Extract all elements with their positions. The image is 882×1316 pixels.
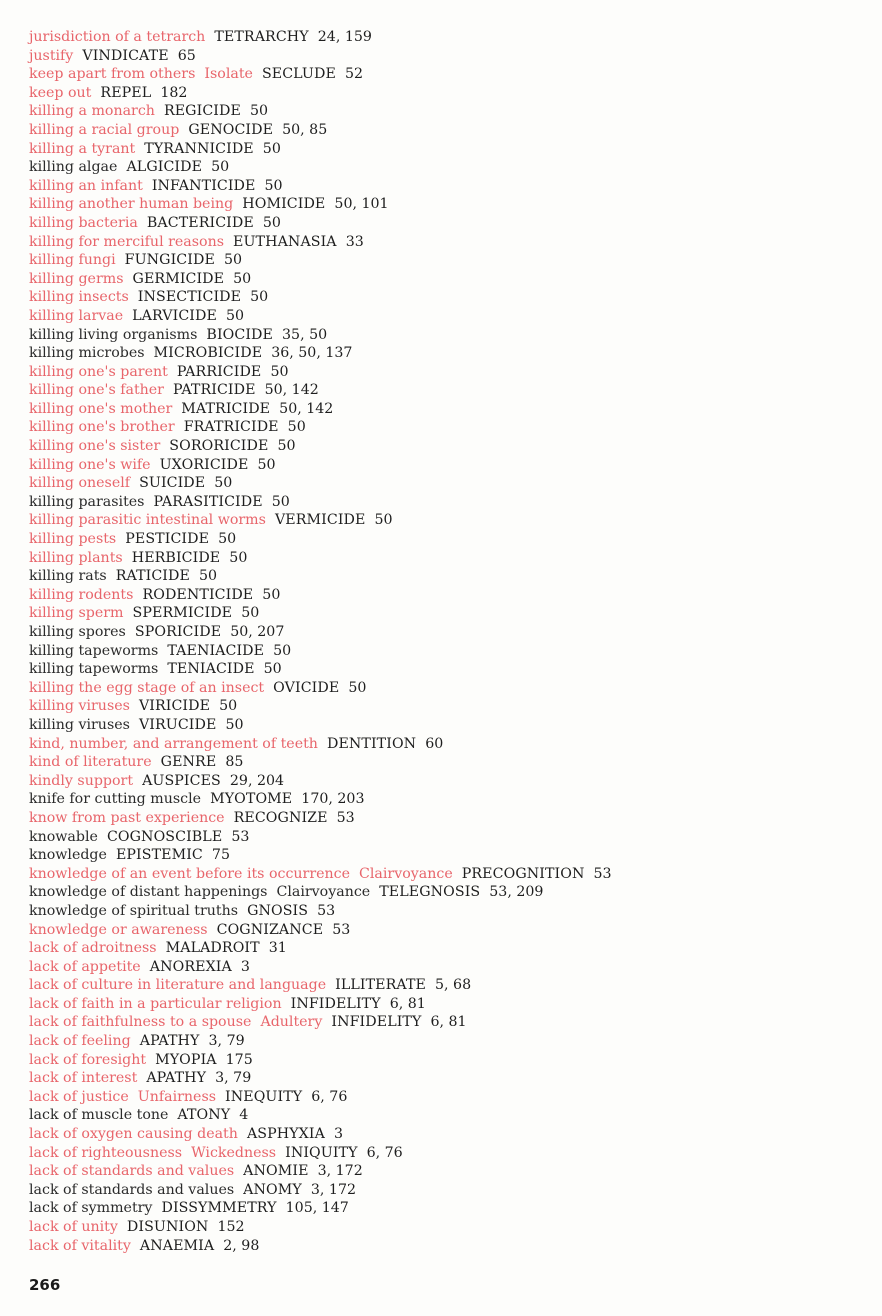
entry-definition: lack of justice bbox=[29, 1088, 129, 1105]
entry-headword: VIRICIDE bbox=[138, 698, 211, 715]
entry-page-refs: 105, 147 bbox=[285, 1200, 349, 1217]
entry-headword: OVICIDE bbox=[273, 679, 340, 696]
entry-headword: HERBICIDE bbox=[131, 549, 221, 566]
index-entry bbox=[29, 344, 869, 363]
index-entry bbox=[29, 121, 869, 140]
entry-page-refs: 36, 50, 137 bbox=[271, 345, 353, 362]
index-entry bbox=[29, 549, 869, 568]
index-entry bbox=[29, 1144, 869, 1163]
entry-page-refs: 50 bbox=[229, 549, 248, 566]
entry-headword: SPORICIDE bbox=[134, 624, 222, 640]
index-entry bbox=[29, 1199, 869, 1218]
entry-definition: jurisdiction of a tetrarch bbox=[29, 29, 206, 45]
entry-headword: RATICIDE bbox=[115, 568, 190, 585]
entry-definition: knowledge of spiritual truths bbox=[29, 902, 239, 919]
entry-definition: lack of culture in literature and language bbox=[29, 977, 327, 994]
entry-page-refs: 53, 209 bbox=[489, 884, 544, 901]
entry-page-refs: 50 bbox=[249, 103, 268, 120]
entry-definition: lack of standards and values bbox=[29, 1163, 235, 1180]
entry-page-refs: 60 bbox=[425, 735, 444, 752]
entry-definition: killing living organisms bbox=[29, 326, 198, 343]
index-entry bbox=[29, 456, 869, 475]
entry-headword: BIOCIDE bbox=[206, 326, 273, 343]
index-entry bbox=[29, 65, 869, 84]
index-entry bbox=[29, 251, 869, 270]
index-entry bbox=[29, 233, 869, 252]
index-entry bbox=[29, 195, 869, 214]
entry-page-refs: 6, 81 bbox=[389, 995, 426, 1012]
entry-definition: killing bacteria bbox=[29, 214, 138, 231]
entry-synonym-tag: Adultery bbox=[260, 1014, 323, 1031]
entry-headword: BACTERICIDE bbox=[146, 214, 254, 231]
index-entry bbox=[29, 1013, 869, 1032]
entry-definition: killing plants bbox=[29, 549, 123, 566]
index-entry bbox=[29, 1125, 869, 1144]
entry-definition: lack of righteousness bbox=[29, 1144, 183, 1161]
index-entry bbox=[29, 586, 869, 605]
entry-headword: ASPHYXIA bbox=[246, 1126, 325, 1143]
entry-headword: EUTHANASIA bbox=[233, 233, 337, 250]
entry-page-refs: 33 bbox=[345, 233, 364, 250]
index-entry bbox=[29, 679, 869, 698]
entry-definition: lack of unity bbox=[29, 1219, 118, 1235]
entry-headword: PATRICIDE bbox=[173, 382, 256, 399]
entry-definition: killing algae bbox=[29, 159, 118, 176]
entry-headword: GENRE bbox=[160, 754, 217, 771]
entry-page-refs: 170, 203 bbox=[301, 791, 365, 808]
entry-definition: justify bbox=[29, 47, 74, 64]
index-entry bbox=[29, 474, 869, 493]
index-entry bbox=[29, 1051, 869, 1070]
entry-definition: knowledge of distant happenings bbox=[29, 884, 268, 901]
entry-page-refs: 6, 76 bbox=[311, 1088, 348, 1105]
entry-headword: DENTITION bbox=[326, 735, 417, 752]
entry-definition: killing germs bbox=[29, 270, 124, 287]
entry-headword: FUNGICIDE bbox=[124, 252, 215, 269]
index-entry bbox=[29, 1032, 869, 1051]
entry-page-refs: 3 bbox=[333, 1126, 343, 1143]
index-entry bbox=[29, 511, 869, 530]
entry-headword: RECOGNIZE bbox=[233, 809, 328, 826]
entry-page-refs: 65 bbox=[177, 47, 196, 64]
entry-page-refs: 50 bbox=[374, 512, 393, 529]
entry-page-refs: 3 bbox=[240, 958, 250, 975]
entry-page-refs: 85 bbox=[225, 754, 244, 771]
entry-headword: MYOTOME bbox=[210, 791, 293, 808]
entry-headword: LARVICIDE bbox=[132, 307, 217, 324]
index-entry bbox=[29, 995, 869, 1014]
entry-definition: keep apart from others bbox=[29, 66, 196, 83]
entry-headword: COGNOSCIBLE bbox=[106, 828, 223, 845]
entry-synonym-tag: Wickedness bbox=[191, 1144, 277, 1161]
entry-definition: kindly support bbox=[29, 772, 134, 789]
entry-synonym-tag: Clairvoyance bbox=[276, 884, 371, 901]
entry-definition: killing one's parent bbox=[29, 363, 168, 380]
entry-headword: REPEL bbox=[100, 84, 152, 101]
index-entry bbox=[29, 660, 869, 679]
entry-definition: killing one's sister bbox=[29, 438, 161, 455]
entry-page-refs: 50 bbox=[262, 140, 281, 157]
entry-page-refs: 31 bbox=[268, 940, 287, 957]
entry-page-refs: 35, 50 bbox=[282, 326, 328, 343]
entry-page-refs: 50 bbox=[214, 475, 233, 492]
entry-definition: killing one's wife bbox=[29, 456, 151, 473]
index-entry bbox=[29, 307, 869, 326]
index-entry bbox=[29, 828, 869, 847]
entry-page-refs: 29, 204 bbox=[229, 772, 285, 789]
entry-headword: ATONY bbox=[177, 1107, 231, 1124]
entry-synonym-tag: Isolate bbox=[204, 66, 253, 83]
entry-definition: killing for merciful reasons bbox=[29, 233, 224, 250]
index-entry bbox=[29, 883, 869, 902]
entry-page-refs: 50 bbox=[262, 214, 281, 231]
entry-headword: GERMICIDE bbox=[132, 270, 225, 287]
index-entry bbox=[29, 28, 869, 47]
entry-headword: COGNIZANCE bbox=[216, 921, 324, 938]
entry-definition: knowledge or awareness bbox=[29, 921, 208, 938]
entry-headword: TETRARCHY bbox=[214, 29, 309, 45]
entry-headword: MATRICIDE bbox=[181, 400, 271, 417]
entry-page-refs: 3, 172 bbox=[317, 1163, 363, 1180]
entry-headword: PARRICIDE bbox=[176, 363, 262, 380]
index-entry bbox=[29, 381, 869, 400]
index-entry bbox=[29, 47, 869, 66]
index-entry bbox=[29, 604, 869, 623]
entry-definition: kind of literature bbox=[29, 754, 152, 771]
index-entry bbox=[29, 1181, 869, 1200]
entry-definition: killing oneself bbox=[29, 475, 131, 492]
entry-headword: INEQUITY bbox=[225, 1088, 303, 1105]
entry-headword: ALGICIDE bbox=[126, 159, 203, 176]
entry-headword: EPISTEMIC bbox=[115, 847, 203, 864]
index-entry bbox=[29, 140, 869, 159]
entry-headword: MALADROIT bbox=[165, 940, 260, 957]
index-entry bbox=[29, 102, 869, 121]
entry-definition: knowable bbox=[29, 828, 98, 845]
index-entry bbox=[29, 939, 869, 958]
index-entry bbox=[29, 214, 869, 233]
entry-page-refs: 50, 142 bbox=[264, 382, 319, 399]
entry-headword: VINDICATE bbox=[82, 47, 169, 64]
entry-headword: REGICIDE bbox=[163, 103, 241, 120]
entry-definition: knowledge of an event before its occurrence bbox=[29, 865, 350, 882]
entry-headword: ANOREXIA bbox=[149, 958, 232, 975]
entry-headword: SORORICIDE bbox=[169, 438, 269, 455]
index-entry bbox=[29, 865, 869, 884]
entry-definition: killing microbes bbox=[29, 345, 145, 362]
entry-headword: GENOCIDE bbox=[188, 121, 274, 138]
index-entry bbox=[29, 400, 869, 419]
entry-definition: killing sperm bbox=[29, 605, 124, 622]
entry-headword: HOMICIDE bbox=[242, 196, 326, 213]
entry-definition: killing viruses bbox=[29, 716, 130, 733]
entry-definition: killing another human being bbox=[29, 196, 234, 213]
entry-headword: VERMICIDE bbox=[274, 512, 366, 529]
entry-page-refs: 50, 207 bbox=[230, 624, 285, 640]
entry-headword: APATHY bbox=[146, 1070, 207, 1087]
index-entry bbox=[29, 1237, 869, 1256]
entry-synonym-tag: Unfairness bbox=[137, 1088, 216, 1105]
entry-definition: lack of symmetry bbox=[29, 1200, 153, 1217]
entry-page-refs: 50 bbox=[225, 307, 245, 324]
entry-definition: killing larvae bbox=[29, 307, 124, 324]
entry-definition: killing parasitic intestinal worms bbox=[29, 512, 266, 529]
entry-page-refs: 50 bbox=[264, 177, 283, 194]
entry-definition: lack of vitality bbox=[29, 1237, 131, 1254]
entry-definition: killing viruses bbox=[29, 698, 130, 715]
entry-headword: INFIDELITY bbox=[290, 995, 381, 1012]
entry-page-refs: 6, 81 bbox=[430, 1014, 467, 1031]
index-entry bbox=[29, 567, 869, 586]
entry-page-refs: 50 bbox=[225, 716, 244, 733]
entry-definition: killing parasites bbox=[29, 493, 145, 510]
entry-definition: lack of foresight bbox=[29, 1051, 147, 1068]
entry-page-refs: 53 bbox=[317, 902, 336, 919]
index-entry bbox=[29, 493, 869, 512]
entry-page-refs: 50 bbox=[198, 568, 218, 585]
entry-page-refs: 50 bbox=[241, 605, 260, 622]
entry-definition: killing rodents bbox=[29, 586, 134, 603]
entry-definition: killing rats bbox=[29, 568, 107, 585]
index-entry bbox=[29, 418, 869, 437]
index-entry bbox=[29, 84, 869, 103]
index-entry bbox=[29, 288, 869, 307]
index-entry bbox=[29, 697, 869, 716]
index-entry bbox=[29, 735, 869, 754]
entry-definition: lack of muscle tone bbox=[29, 1107, 169, 1124]
index-entry bbox=[29, 158, 869, 177]
entry-definition: lack of adroitness bbox=[29, 940, 157, 957]
entry-definition: killing insects bbox=[29, 289, 129, 306]
index-entry bbox=[29, 716, 869, 735]
entry-definition: killing fungi bbox=[29, 252, 116, 269]
entry-page-refs: 152 bbox=[217, 1219, 245, 1235]
entry-definition: lack of appetite bbox=[29, 958, 141, 975]
index-entry bbox=[29, 790, 869, 809]
entry-page-refs: 2, 98 bbox=[223, 1237, 260, 1254]
entry-definition: keep out bbox=[29, 84, 92, 101]
index-entry bbox=[29, 530, 869, 549]
page-number: 266 bbox=[29, 1276, 61, 1294]
entry-definition: killing one's mother bbox=[29, 400, 173, 417]
entry-definition: killing an infant bbox=[29, 177, 143, 194]
entry-definition: lack of faith in a particular religion bbox=[29, 995, 282, 1012]
entry-page-refs: 5, 68 bbox=[435, 977, 472, 994]
entry-headword: ANAEMIA bbox=[139, 1237, 215, 1254]
entry-page-refs: 50 bbox=[223, 252, 242, 269]
entry-definition: killing tapeworms bbox=[29, 642, 159, 659]
entry-headword: TYRANNICIDE bbox=[144, 140, 254, 157]
entry-headword: ANOMY bbox=[243, 1181, 302, 1198]
index-entry bbox=[29, 1162, 869, 1181]
index-entry bbox=[29, 623, 869, 642]
entry-definition: know from past experience bbox=[29, 809, 225, 826]
entry-page-refs: 52 bbox=[344, 66, 364, 83]
index-entry bbox=[29, 1069, 869, 1088]
entry-definition: lack of oxygen causing death bbox=[29, 1126, 238, 1143]
index-entry bbox=[29, 809, 869, 828]
index-entry-list bbox=[29, 28, 869, 1255]
index-entry bbox=[29, 270, 869, 289]
entry-headword: TELEGNOSIS bbox=[379, 884, 481, 901]
index-entry bbox=[29, 921, 869, 940]
entry-definition: killing tapeworms bbox=[29, 661, 159, 678]
entry-page-refs: 50 bbox=[287, 419, 306, 436]
index-entry bbox=[29, 177, 869, 196]
entry-definition: killing a monarch bbox=[29, 103, 155, 120]
entry-page-refs: 50 bbox=[257, 456, 276, 473]
entry-headword: ILLITERATE bbox=[335, 977, 426, 994]
entry-headword: MYOPIA bbox=[155, 1051, 217, 1068]
index-entry bbox=[29, 902, 869, 921]
entry-definition: knowledge bbox=[29, 847, 107, 864]
entry-page-refs: 75 bbox=[211, 847, 230, 864]
entry-page-refs: 50 bbox=[273, 642, 292, 659]
index-entry bbox=[29, 326, 869, 345]
entry-page-refs: 3, 79 bbox=[208, 1033, 245, 1050]
entry-page-refs: 50 bbox=[211, 159, 230, 176]
entry-page-refs: 50 bbox=[277, 438, 296, 455]
entry-definition: killing the egg stage of an insect bbox=[29, 679, 265, 696]
entry-page-refs: 6, 76 bbox=[366, 1144, 403, 1161]
index-entry bbox=[29, 1088, 869, 1107]
entry-page-refs: 50, 142 bbox=[279, 400, 334, 417]
entry-page-refs: 24, 159 bbox=[317, 29, 372, 45]
entry-headword: GNOSIS bbox=[247, 902, 309, 919]
entry-headword: SPERMICIDE bbox=[132, 605, 233, 622]
entry-definition: lack of faithfulness to a spouse bbox=[29, 1014, 252, 1031]
entry-headword: DISSYMMETRY bbox=[161, 1200, 277, 1217]
entry-page-refs: 182 bbox=[160, 84, 188, 101]
entry-headword: INIQUITY bbox=[285, 1144, 358, 1161]
entry-page-refs: 50, 101 bbox=[334, 196, 389, 213]
entry-page-refs: 53 bbox=[231, 828, 250, 845]
entry-page-refs: 4 bbox=[239, 1107, 249, 1124]
index-entry bbox=[29, 437, 869, 456]
entry-definition: killing one's brother bbox=[29, 419, 175, 436]
entry-headword: PARASITICIDE bbox=[153, 493, 263, 510]
entry-definition: killing one's father bbox=[29, 382, 164, 399]
entry-headword: TAENIACIDE bbox=[167, 642, 265, 659]
entry-page-refs: 50 bbox=[262, 586, 281, 603]
entry-headword: UXORICIDE bbox=[159, 456, 249, 473]
entry-headword: ANOMIE bbox=[243, 1163, 309, 1180]
entry-page-refs: 50 bbox=[270, 363, 289, 380]
entry-headword: FRATRICIDE bbox=[183, 419, 279, 436]
entry-headword: PESTICIDE bbox=[125, 531, 210, 548]
index-entry bbox=[29, 958, 869, 977]
entry-page-refs: 175 bbox=[225, 1051, 253, 1068]
entry-headword: APATHY bbox=[139, 1033, 200, 1050]
entry-headword: AUSPICES bbox=[142, 772, 221, 789]
entry-headword: INFANTICIDE bbox=[151, 177, 256, 194]
entry-page-refs: 50 bbox=[250, 289, 269, 306]
entry-page-refs: 50 bbox=[218, 531, 237, 548]
entry-definition: kind, number, and arrangement of teeth bbox=[29, 735, 318, 752]
entry-definition: lack of standards and values bbox=[29, 1181, 235, 1198]
entry-page-refs: 3, 172 bbox=[310, 1181, 357, 1198]
entry-page-refs: 50 bbox=[233, 270, 252, 287]
entry-definition: killing a tyrant bbox=[29, 140, 136, 157]
index-entry bbox=[29, 1218, 869, 1237]
index-entry bbox=[29, 772, 869, 791]
entry-headword: DISUNION bbox=[126, 1219, 209, 1235]
entry-page-refs: 50 bbox=[219, 698, 238, 715]
entry-headword: MICROBICIDE bbox=[153, 345, 263, 362]
index-entry bbox=[29, 642, 869, 661]
entry-definition: killing a racial group bbox=[29, 121, 180, 138]
entry-headword: RODENTICIDE bbox=[142, 586, 254, 603]
index-entry bbox=[29, 976, 869, 995]
index-entry bbox=[29, 846, 869, 865]
entry-headword: PRECOGNITION bbox=[461, 865, 585, 882]
entry-definition: lack of interest bbox=[29, 1070, 138, 1087]
entry-definition: killing pests bbox=[29, 531, 117, 548]
entry-headword: SUICIDE bbox=[139, 475, 206, 492]
index-entry bbox=[29, 753, 869, 772]
entry-page-refs: 50 bbox=[348, 679, 367, 696]
entry-definition: knife for cutting muscle bbox=[29, 791, 202, 808]
entry-headword: VIRUCIDE bbox=[138, 716, 217, 733]
index-entry bbox=[29, 363, 869, 382]
entry-definition: killing spores bbox=[29, 624, 126, 640]
entry-headword: INSECTICIDE bbox=[137, 289, 242, 306]
entry-headword: SECLUDE bbox=[261, 66, 336, 83]
entry-definition: lack of feeling bbox=[29, 1033, 131, 1050]
entry-headword: TENIACIDE bbox=[167, 661, 255, 678]
entry-page-refs: 50, 85 bbox=[282, 121, 328, 138]
index-entry bbox=[29, 1106, 869, 1125]
entry-synonym-tag: Clairvoyance bbox=[359, 865, 453, 882]
entry-page-refs: 50 bbox=[271, 493, 290, 510]
entry-page-refs: 53 bbox=[336, 809, 355, 826]
entry-page-refs: 50 bbox=[263, 661, 282, 678]
entry-page-refs: 53 bbox=[593, 865, 612, 882]
entry-headword: INFIDELITY bbox=[331, 1014, 422, 1031]
entry-page-refs: 53 bbox=[332, 921, 351, 938]
entry-page-refs: 3, 79 bbox=[215, 1070, 252, 1087]
